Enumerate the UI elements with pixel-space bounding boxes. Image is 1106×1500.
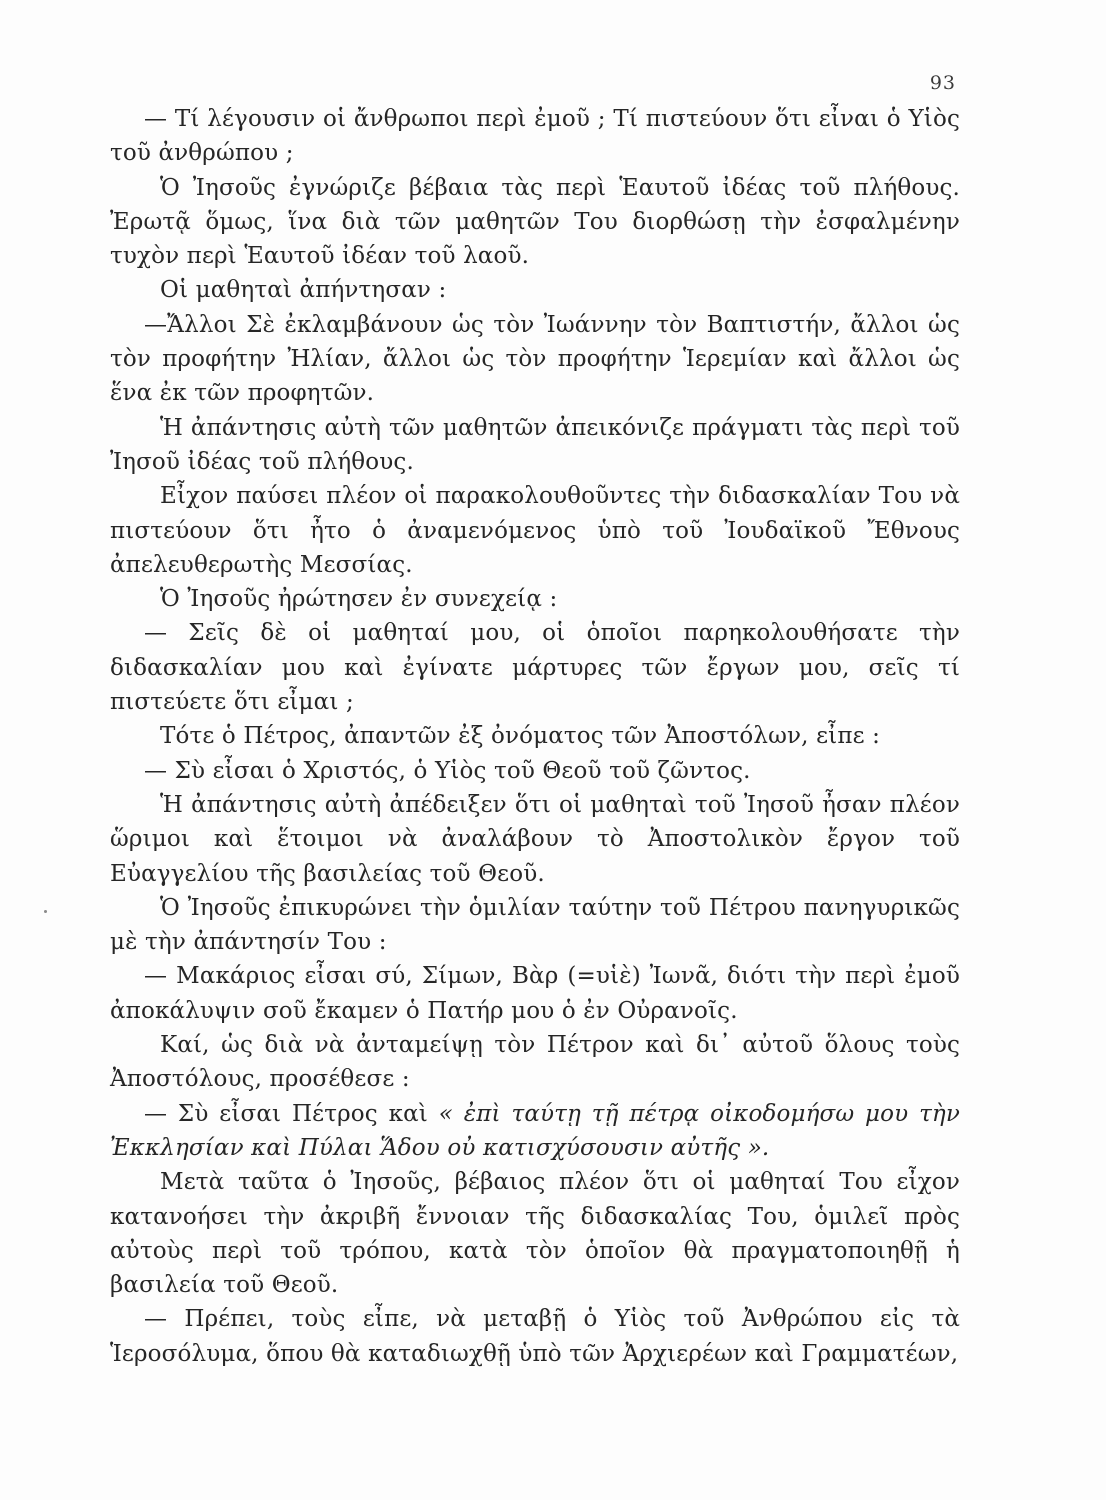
paragraph-8: — Σεῖς δὲ οἱ μαθηταί μου, οἱ ὁποῖοι παρηκολουθήσατε τὴν διδασκαλίαν μου καὶ ἐγίνατε μάρτυρες τῶν ἔργων μου, σεῖς τί πιστεύετε ὅτι εἶμαι ; (110, 620, 960, 716)
paragraph-3: Οἱ μαθηταὶ ἀπήντησαν : (160, 277, 447, 304)
page-number: 93 (929, 72, 956, 94)
paragraph-16: Μετὰ ταῦτα ὁ Ἰησοῦς, βέβαιος πλέον ὅτι οἱ μαθηταί Του εἶχον κατανοήσει τὴν ἀκριβῆ ἔννοιαν τῆς διδασκαλίας Του, ὁμιλεῖ πρὸς αὐτοὺς περὶ τοῦ τρόπου, κατὰ τὸν ὁποῖον θὰ πραγματοποιηθῇ ἡ βασιλεία τοῦ Θεοῦ. (110, 1169, 960, 1299)
paragraph-2: Ὁ Ἰησοῦς ἐγνώριζε βέβαια τὰς περὶ Ἑαυτοῦ ἰδέας τοῦ πλήθους. Ἐρωτᾷ ὅμως, ἵνα διὰ τῶν μαθητῶν Του διορθώσῃ τὴν ἐσφαλμένην τυχὸν περὶ Ἑαυτοῦ ἰδέαν τοῦ λαοῦ. (110, 174, 960, 270)
paragraph-11: Ἡ ἀπάντησις αὐτὴ ἀπέδειξεν ὅτι οἱ μαθηταὶ τοῦ Ἰησοῦ ἦσαν πλέον ὥριμοι καὶ ἕτοιμοι νὰ ἀναλάβουν τὸ Ἀποστολικὸν ἔργον τοῦ Εὐαγγελίου τῆς βασιλείας τοῦ Θεοῦ. (110, 791, 960, 887)
paragraph-14: Καί, ὡς διὰ νὰ ἀνταμείψῃ τὸν Πέτρον καὶ δι᾿ αὐτοῦ ὅλους τοὺς Ἀποστόλους, προσέθεσε : (110, 1032, 960, 1093)
paragraph-17: — Πρέπει, τοὺς εἶπε, νὰ μεταβῇ ὁ Υἱὸς τοῦ Ἀνθρώπου εἰς τὰ Ἱεροσόλυμα, ὅπου θὰ καταδιωχθῇ ὑπὸ τῶν Ἀρχιερέων καὶ Γραμματέων, (110, 1306, 960, 1367)
body-text (110, 102, 960, 1371)
paragraph-5: Ἡ ἀπάντησις αὐτὴ τῶν μαθητῶν ἀπεικόνιζε πράγματι τὰς περὶ τοῦ Ἰησοῦ ἰδέας τοῦ πλήθους. (110, 414, 960, 475)
paragraph-12: Ὁ Ἰησοῦς ἐπικυρώνει τὴν ὁμιλίαν ταύτην τοῦ Πέτρου πανηγυρικῶς μὲ τὴν ἀπάντησίν Του : (110, 894, 960, 956)
paper-speck (44, 910, 47, 913)
paragraph-9: Τότε ὁ Πέτρος, ἀπαντῶν ἐξ ὀνόματος τῶν Ἀποστόλων, εἶπε : (160, 723, 881, 750)
scripture-quote: « ἐπὶ ταύτῃ τῇ πέτρᾳ οἰκοδομήσω μου τὴν Ἐκκλησίαν καὶ Πύλαι Ἅδου οὐ κατισχύσουσιν αὐτῆς ». (110, 1100, 960, 1161)
paragraph-15-lead: — Σὺ εἶσαι Πέτρος καὶ (144, 1100, 439, 1127)
paragraph-7: Ὁ Ἰησοῦς ἠρώτησεν ἐν συνεχείᾳ : (160, 586, 558, 613)
paragraph-1: — Τί λέγουσιν οἱ ἄνθρωποι περὶ ἐμοῦ ; Τί πιστεύουν ὅτι εἶναι ὁ Υἱὸς τοῦ ἀνθρώπου ; (110, 106, 960, 167)
paragraph-13: — Μακάριος εἶσαι σύ, Σίμων, Βὰρ (=υἱὲ) Ἰωνᾶ, διότι τὴν περὶ ἐμοῦ ἀποκάλυψιν σοῦ ἔκαμεν ὁ Πατήρ μου ὁ ἐν Οὐρανοῖς. (110, 963, 960, 1024)
paragraph-4: —Ἄλλοι Σὲ ἐκλαμβάνουν ὡς τὸν Ἰωάννην τὸν Βαπτιστήν, ἄλλοι ὡς τὸν προφήτην Ἠλίαν, ἄλλοι ὡς τὸν προφήτην Ἱερεμίαν καὶ ἄλλοι ὡς ἕνα ἐκ τῶν προφητῶν. (110, 311, 960, 407)
paragraph-15 (110, 1097, 960, 1166)
paragraph-6: Εἶχον παύσει πλέον οἱ παρακολουθοῦντες τὴν διδασκαλίαν Του νὰ πιστεύουν ὅτι ἦτο ὁ ἀναμενόμενος ὑπὸ τοῦ Ἰουδαϊκοῦ Ἔθνους ἀπελευθερωτὴς Μεσσίας. (110, 483, 960, 578)
paragraph-10: — Σὺ εἶσαι ὁ Χριστός, ὁ Υἱὸς τοῦ Θεοῦ τοῦ ζῶντος. (144, 757, 751, 784)
